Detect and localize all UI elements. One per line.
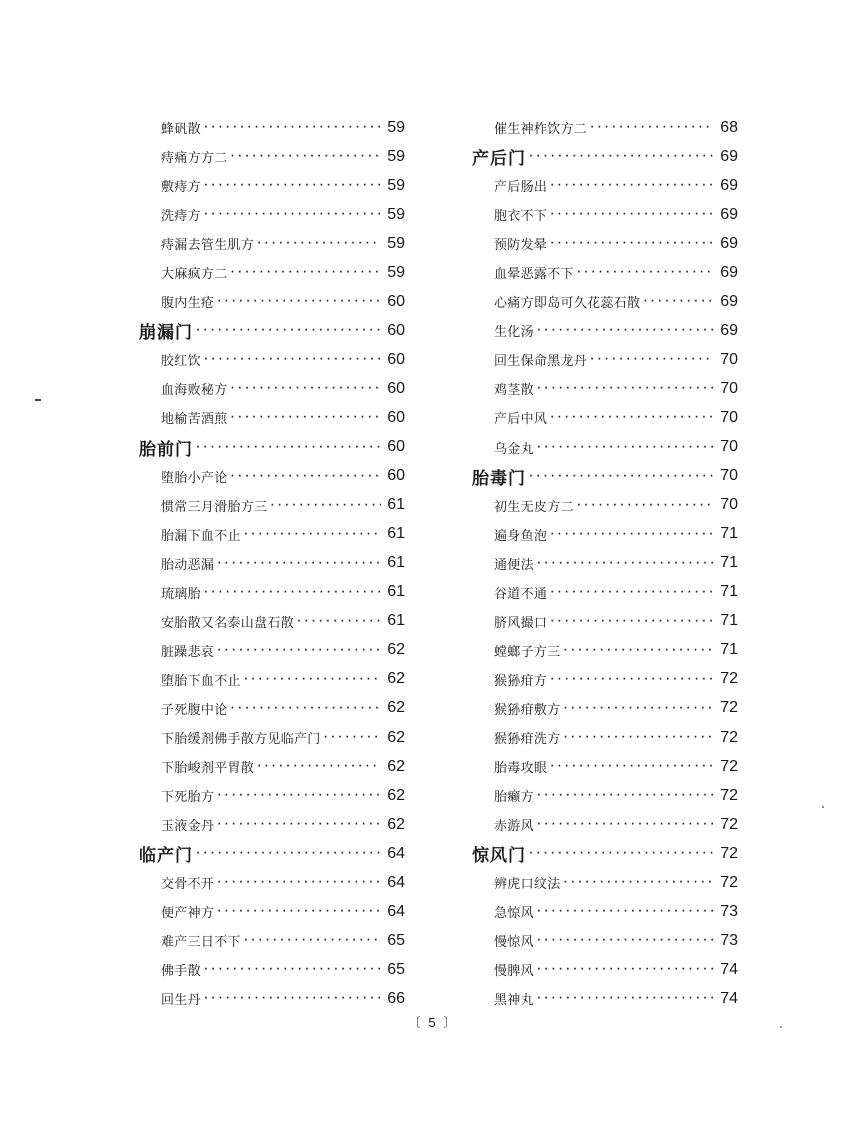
- toc-entry: [468, 636, 738, 665]
- toc-entry-title: 敷痔方: [161, 180, 201, 196]
- toc-entry-title: 下死胎方: [161, 790, 215, 806]
- toc-entry-title: 谷道不通: [494, 586, 548, 602]
- toc-section-page: 70: [720, 467, 738, 485]
- dot-leader: [536, 993, 714, 1004]
- dot-leader: [549, 674, 714, 685]
- toc-entry-title: 下胎峻剂平胃散: [161, 761, 255, 777]
- toc-entry-page: 60: [387, 467, 405, 485]
- toc-entry-title: 脏躁悲哀: [161, 644, 215, 660]
- toc-entry: [468, 433, 738, 462]
- toc-entry: [135, 403, 405, 432]
- toc-entry-page: 69: [720, 321, 738, 339]
- dot-leader: [230, 703, 381, 714]
- toc-entry-page: 60: [387, 350, 405, 368]
- dot-leader: [256, 238, 381, 249]
- dot-leader: [216, 819, 381, 830]
- toc-entry: [135, 520, 405, 549]
- toc-entry: [468, 403, 738, 432]
- toc-entry-page: 70: [720, 379, 738, 397]
- dot-leader: [549, 412, 714, 423]
- toc-entry-title: 琉璃胎: [161, 586, 201, 602]
- dot-leader: [230, 383, 381, 394]
- toc-entry-title: 胎动恶漏: [161, 557, 215, 573]
- toc-entry-title: 猴狲疳方: [494, 673, 548, 689]
- toc-entry: [135, 781, 405, 810]
- toc-entry-page: 72: [720, 699, 738, 717]
- dot-leader: [563, 877, 714, 888]
- toc-entry-page: 62: [387, 786, 405, 804]
- dot-leader: [216, 645, 381, 656]
- toc-entry: [468, 868, 738, 897]
- toc-entry-title: 洗痔方: [161, 209, 201, 225]
- dot-leader: [230, 151, 381, 162]
- toc-entry-page: 72: [720, 786, 738, 804]
- toc-section-title: 产后门: [472, 149, 526, 170]
- dot-leader: [642, 296, 714, 307]
- toc-entry-title: 子死腹中论: [161, 702, 228, 718]
- toc-entry-page: 60: [387, 379, 405, 397]
- toc-entry-title: 鸡茎散: [494, 383, 534, 399]
- toc-entry: [135, 665, 405, 694]
- toc-entry-title: 蜂矾散: [161, 122, 201, 138]
- dot-leader: [528, 848, 714, 859]
- toc-entry-title: 佛手散: [161, 964, 201, 980]
- dot-leader: [195, 325, 381, 336]
- toc-entry: [468, 549, 738, 578]
- toc-entry-title: 便产神方: [161, 906, 215, 922]
- dot-leader: [203, 122, 381, 133]
- toc-entry-title: 胎癞方: [494, 790, 534, 806]
- toc-entry-page: 74: [720, 960, 738, 978]
- dot-leader: [563, 645, 714, 656]
- dot-leader: [589, 122, 714, 133]
- dot-leader: [563, 732, 714, 743]
- toc-entry-title: 心痛方即岛可久花蕊石散: [494, 296, 641, 312]
- dot-leader: [549, 180, 714, 191]
- toc-entry-page: 70: [720, 438, 738, 456]
- toc-entry: [468, 781, 738, 810]
- dot-leader: [576, 267, 714, 278]
- dot-leader: [230, 471, 381, 482]
- dot-leader: [549, 761, 714, 772]
- toc-entry: [468, 578, 738, 607]
- toc-entry-title: 安胎散又名泰山盘石散: [161, 615, 295, 631]
- toc-entry-title: 产后肠出: [494, 180, 548, 196]
- dot-leader: [549, 616, 714, 627]
- toc-entry: [468, 316, 738, 345]
- toc-entry-title: 难产三日不下: [161, 935, 241, 951]
- toc-left-column: [135, 113, 405, 1013]
- toc-entry: [135, 752, 405, 781]
- toc-entry-page: 65: [387, 931, 405, 949]
- toc-entry: [135, 694, 405, 723]
- toc-entry-page: 61: [387, 583, 405, 601]
- toc-entry: [468, 810, 738, 839]
- toc-section-title: 崩漏门: [139, 323, 193, 344]
- toc-entry: [135, 258, 405, 287]
- toc-entry-title: 猴狲疳洗方: [494, 732, 561, 747]
- toc-entry-page: 70: [720, 496, 738, 514]
- toc-entry-page: 64: [387, 902, 405, 920]
- toc-entry-page: 69: [720, 234, 738, 252]
- dot-leader: [536, 906, 714, 917]
- dot-leader: [528, 471, 714, 482]
- toc-entry-title: 腹内生疮: [161, 296, 215, 312]
- toc-entry-title: 血晕恶露不下: [494, 267, 574, 283]
- toc-entry: [468, 723, 738, 752]
- dot-leader: [536, 819, 714, 830]
- dot-leader: [203, 993, 381, 1004]
- toc-entry: [468, 374, 738, 403]
- toc-entry: [135, 868, 405, 897]
- toc-entry: [468, 229, 738, 258]
- toc-entry-title: 交骨不开: [161, 877, 215, 893]
- toc-entry-title: 猴狲疳敷方: [494, 702, 561, 718]
- dot-leader: [536, 325, 714, 336]
- dot-leader: [549, 529, 714, 540]
- dot-leader: [589, 354, 714, 365]
- toc-entry: [468, 491, 738, 520]
- toc-entry-title: 通便法: [494, 557, 534, 573]
- toc-entry-page: 71: [720, 612, 738, 630]
- toc-section-title: 临产门: [139, 846, 193, 867]
- toc-section-title: 胎毒门: [472, 468, 526, 489]
- toc-entry-title: 地榆苦酒煎: [161, 412, 228, 428]
- toc-section-page: 72: [720, 844, 738, 862]
- toc-entry: [135, 607, 405, 636]
- toc-entry-title: 回生保命黑龙丹: [494, 354, 588, 370]
- toc-entry: [135, 723, 405, 752]
- toc-entry-page: 69: [720, 205, 738, 223]
- dot-leader: [269, 500, 381, 511]
- dot-leader: [203, 354, 381, 365]
- toc-entry: [468, 607, 738, 636]
- toc-entry: [135, 491, 405, 520]
- toc-entry-title: 产后中风: [494, 412, 548, 428]
- scan-speck: [35, 399, 41, 401]
- toc-entry-title: 血海败秘方: [161, 383, 228, 399]
- dot-leader: [216, 296, 381, 307]
- toc-entry: [468, 752, 738, 781]
- scan-speck: [780, 1026, 782, 1028]
- toc-entry: [135, 984, 405, 1013]
- toc-entry-title: 下胎缓剂佛手散方见临产门: [161, 732, 321, 747]
- toc-entry-title: 胎毒攻眼: [494, 761, 548, 777]
- dot-leader: [243, 529, 381, 540]
- toc-entry: [468, 926, 738, 955]
- toc-entry: [135, 897, 405, 926]
- toc-entry-page: 72: [720, 815, 738, 833]
- toc-section-heading: [135, 316, 405, 345]
- dot-leader: [536, 383, 714, 394]
- dot-leader: [296, 616, 381, 627]
- toc-entry-page: 59: [387, 263, 405, 281]
- toc-entry-title: 脐风撮口: [494, 615, 548, 631]
- toc-entry: [468, 200, 738, 229]
- toc-entry-page: 62: [387, 699, 405, 717]
- dot-leader: [216, 877, 381, 888]
- toc-section-heading: [135, 433, 405, 462]
- toc-entry-title: 辨虎口纹法: [494, 877, 561, 893]
- dot-leader: [536, 790, 714, 801]
- toc-entry-page: 59: [387, 118, 405, 136]
- toc-entry-page: 69: [720, 292, 738, 310]
- toc-entry: [135, 955, 405, 984]
- dot-leader: [536, 558, 714, 569]
- toc-entry-page: 62: [387, 641, 405, 659]
- toc-entry: [468, 665, 738, 694]
- toc-section-heading: [135, 839, 405, 868]
- toc-entry-page: 59: [387, 205, 405, 223]
- toc-entry: [468, 287, 738, 316]
- dot-leader: [528, 151, 714, 162]
- toc-entry: [135, 374, 405, 403]
- toc-entry-title: 生化汤: [494, 325, 534, 341]
- toc-entry-page: 65: [387, 960, 405, 978]
- toc-entry: [135, 462, 405, 491]
- toc-entry: [135, 810, 405, 839]
- toc-entry: [468, 694, 738, 723]
- toc-entry: [135, 142, 405, 171]
- toc-entry-title: 胞衣不下: [494, 209, 548, 225]
- toc-entry-title: 痔漏去管生肌方: [161, 238, 255, 254]
- dot-leader: [323, 732, 381, 743]
- toc-entry-page: 73: [720, 902, 738, 920]
- dot-leader: [203, 587, 381, 598]
- toc-entry-page: 61: [387, 496, 405, 514]
- toc-entry-page: 71: [720, 525, 738, 543]
- dot-leader: [563, 703, 714, 714]
- toc-entry-title: 赤游风: [494, 819, 534, 835]
- dot-leader: [216, 790, 381, 801]
- dot-leader: [195, 848, 381, 859]
- dot-leader: [216, 558, 381, 569]
- dot-leader: [195, 442, 381, 453]
- dot-leader: [536, 964, 714, 975]
- toc-entry: [135, 345, 405, 374]
- toc-right-column: [468, 113, 738, 1013]
- toc-section-heading: [468, 142, 738, 171]
- toc-entry: [468, 171, 738, 200]
- toc-entry-title: 痔痛方方二: [161, 151, 228, 167]
- toc-entry-page: 59: [387, 176, 405, 194]
- toc-entry-title: 胎漏下血不止: [161, 528, 241, 544]
- dot-leader: [576, 500, 714, 511]
- toc-entry-page: 62: [387, 815, 405, 833]
- toc-entry-page: 61: [387, 612, 405, 630]
- toc-entry-title: 堕胎下血不止: [161, 673, 241, 689]
- toc-entry: [135, 549, 405, 578]
- toc-entry-page: 64: [387, 873, 405, 891]
- dot-leader: [243, 935, 381, 946]
- toc-entry-page: 74: [720, 989, 738, 1007]
- toc-section-page: 64: [387, 844, 405, 862]
- toc-entry-title: 急惊风: [494, 906, 534, 922]
- toc-entry-page: 59: [387, 147, 405, 165]
- toc-entry-title: 螳螂子方三: [494, 644, 561, 660]
- toc-entry-title: 回生丹: [161, 993, 201, 1009]
- toc-entry-page: 73: [720, 931, 738, 949]
- toc-entry: [468, 984, 738, 1013]
- toc-entry-page: 69: [720, 263, 738, 281]
- toc-entry-page: 59: [387, 234, 405, 252]
- toc-entry: [468, 258, 738, 287]
- toc-entry-title: 乌金丸: [494, 441, 534, 457]
- toc-entry-title: 慢脾风: [494, 964, 534, 980]
- dot-leader: [256, 761, 381, 772]
- page-number: 〔 5 〕: [407, 1015, 459, 1030]
- scan-speck: [822, 806, 824, 808]
- toc-entry-title: 初生无皮方二: [494, 499, 574, 515]
- toc-entry-page: 72: [720, 757, 738, 775]
- dot-leader: [549, 209, 714, 220]
- toc-section-title: 胎前门: [139, 439, 193, 460]
- toc-entry-page: 71: [720, 641, 738, 659]
- toc-entry: [468, 345, 738, 374]
- toc-entry-title: 慢惊风: [494, 935, 534, 951]
- toc-entry: [135, 200, 405, 229]
- dot-leader: [216, 906, 381, 917]
- toc-entry: [135, 926, 405, 955]
- toc-entry-page: 61: [387, 525, 405, 543]
- toc-entry-page: 60: [387, 408, 405, 426]
- toc-entry: [135, 229, 405, 258]
- dot-leader: [203, 964, 381, 975]
- toc-entry-page: 66: [387, 989, 405, 1007]
- toc-section-page: 69: [720, 147, 738, 165]
- toc-entry-page: 72: [720, 728, 738, 746]
- dot-leader: [203, 180, 381, 191]
- toc-entry-title: 遍身鱼泡: [494, 528, 548, 544]
- toc-entry: [135, 171, 405, 200]
- toc-entry-page: 62: [387, 728, 405, 746]
- toc-entry: [468, 113, 738, 142]
- toc-entry: [135, 113, 405, 142]
- toc-entry: [135, 636, 405, 665]
- dot-leader: [203, 209, 381, 220]
- toc-entry-title: 堕胎小产论: [161, 470, 228, 486]
- toc-entry-page: 70: [720, 350, 738, 368]
- toc-section-heading: [468, 462, 738, 491]
- toc-entry-page: 71: [720, 583, 738, 601]
- toc-entry: [135, 578, 405, 607]
- dot-leader: [230, 267, 381, 278]
- toc-entry-title: 胶红饮: [161, 354, 201, 370]
- toc-entry-page: 69: [720, 176, 738, 194]
- toc-entry-title: 催生神柞饮方二: [494, 122, 588, 138]
- toc-entry: [135, 287, 405, 316]
- toc-entry-title: 黑神丸: [494, 993, 534, 1009]
- toc-entry-title: 玉液金丹: [161, 819, 215, 835]
- toc-entry: [468, 955, 738, 984]
- toc-entry-page: 60: [387, 292, 405, 310]
- toc-entry-page: 68: [720, 118, 738, 136]
- dot-leader: [536, 442, 714, 453]
- toc-entry-page: 62: [387, 757, 405, 775]
- toc-entry: [468, 897, 738, 926]
- dot-leader: [230, 412, 381, 423]
- toc-section-heading: [468, 839, 738, 868]
- toc-section-title: 惊风门: [472, 846, 526, 867]
- toc-entry-title: 惯常三月滑胎方三: [161, 499, 268, 515]
- toc-entry-page: 72: [720, 670, 738, 688]
- toc-section-page: 60: [387, 321, 405, 339]
- dot-leader: [549, 238, 714, 249]
- dot-leader: [536, 935, 714, 946]
- toc-entry-page: 70: [720, 408, 738, 426]
- toc-entry-page: 71: [720, 554, 738, 572]
- toc-entry-page: 62: [387, 670, 405, 688]
- dot-leader: [549, 587, 714, 598]
- dot-leader: [243, 674, 381, 685]
- toc-entry-page: 72: [720, 873, 738, 891]
- toc-entry-title: 预防发晕: [494, 238, 548, 254]
- toc-entry: [468, 520, 738, 549]
- toc-entry-page: 61: [387, 554, 405, 572]
- toc-entry-title: 大麻疯方二: [161, 267, 228, 283]
- toc-section-page: 60: [387, 438, 405, 456]
